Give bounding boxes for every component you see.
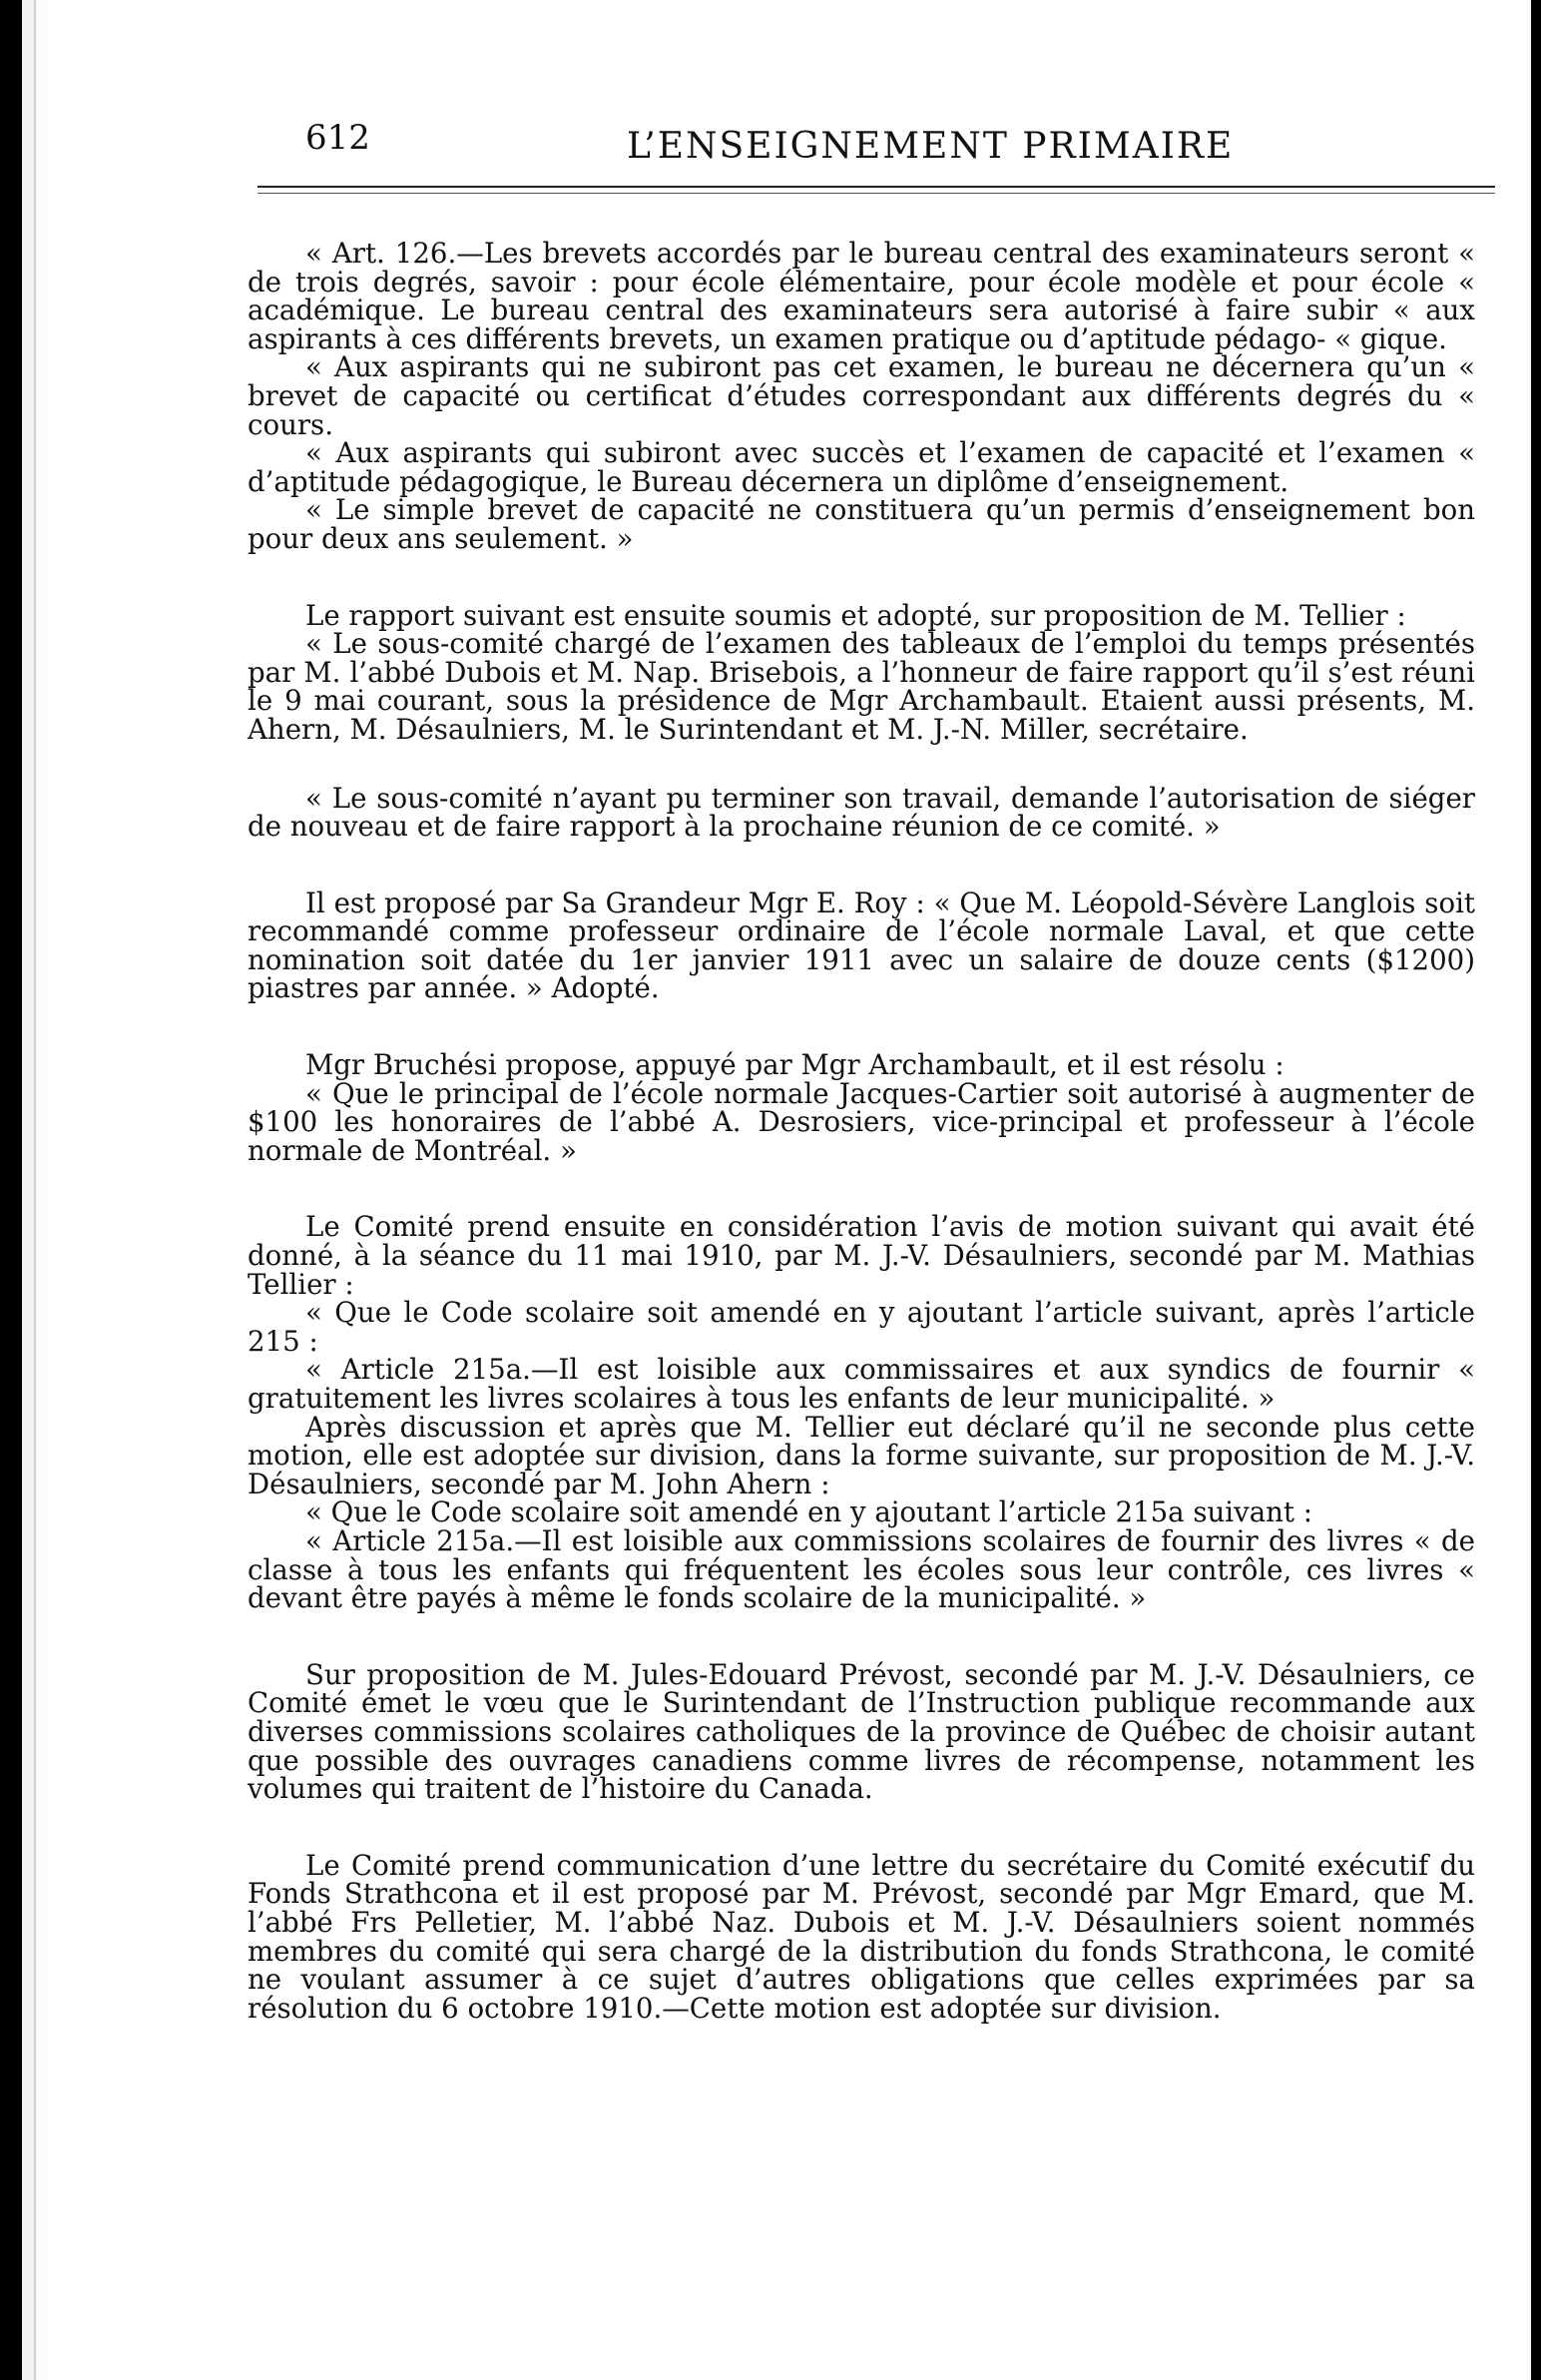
paragraph: Le Comité prend ensuite en considération l’avis de motion suivant qui avait été donné, à la séance du 11 mai 1910, par M. J.-V. Désaulniers, secondé par M. Mathias Tellier : — [248, 1210, 1475, 1301]
paragraph: « Art. 126.—Les brevets accordés par le bureau central des examinateurs seront « de trois degrés, savoir : pour école élémentaire, pour école modèle et pour école « académique. Le bureau central des examinateurs sera autorisé à faire subir « aux aspirants à ces différents brevets, un examen pratique ou d’aptitude pédago- « gique. — [248, 237, 1475, 355]
text-body — [248, 237, 1475, 2025]
paragraph: « Aux aspirants qui subiront avec succès et l’examen de capacité et l’examen « d’aptitude pédagogique, le Bureau décernera un diplôme d’enseignement. — [248, 436, 1475, 498]
paragraph: Mgr Bruchési propose, appuyé par Mgr Archambault, et il est résolu : — [305, 1048, 1284, 1082]
paragraph: « Que le Code scolaire soit amendé en y ajoutant l’article suivant, après l’article 215 : — [248, 1296, 1475, 1358]
paragraph: « Que le Code scolaire soit amendé en y ajoutant l’article 215a suivant : — [305, 1495, 1313, 1529]
paragraph: Il est proposé par Sa Grandeur Mgr E. Roy : « Que M. Léopold-Sévère Langlois soit recommandé comme professeur ordinaire de l’école normale Laval, et que cette nomination soit datée du 1er janvier 1911 avec un salaire de douze cents ($1200) piastres par année. » Adopté. — [248, 886, 1475, 1005]
paragraph: « Aux aspirants qui ne subiront pas cet examen, le bureau ne décernera qu’un « brevet de capacité ou certificat d’études correspondant aux différents degrés du « cours. — [248, 350, 1475, 441]
running-title: L’ENSEIGNEMENT PRIMAIRE — [627, 126, 1235, 167]
paragraph: « Le sous-comité n’ayant pu terminer son travail, demande l’autorisation de siéger de nouveau et de faire rapport à la prochaine réunion de ce comité. » — [248, 781, 1475, 844]
book-page — [48, 0, 1527, 2380]
paragraph: Le rapport suivant est ensuite soumis et adopté, sur proposition de M. Tellier : — [305, 598, 1406, 632]
header-rule — [257, 193, 1495, 194]
paragraph: « Article 215a.—Il est loisible aux commissaires et aux syndics de fournir « gratuitement les livres scolaires à tous les enfants de leur municipalité. » — [248, 1353, 1475, 1415]
page-header — [257, 112, 1495, 172]
paragraph: « Le simple brevet de capacité ne constituera qu’un permis d’enseignement bon pour deux ans seulement. » — [248, 493, 1475, 555]
paragraph: « Que le principal de l’école normale Jacques-Cartier soit autorisé à augmenter de $100 les honoraires de l’abbé A. Desrosiers, vice-principal et professeur à l’école normale de Montréal. » — [248, 1076, 1475, 1167]
page-number: 612 — [305, 118, 370, 158]
paragraph: Après discussion et après que M. Tellier eut déclaré qu’il ne seconde plus cette motion, elle est adoptée sur division, dans la forme suivante, sur proposition de M. J.-V. Désaulniers, secondé par M. John Ahern : — [248, 1410, 1475, 1500]
paragraph: « Article 215a.—Il est loisible aux commissions scolaires de fournir des livres « de classe à tous les enfants qui fréquentent les écoles sous leur contrôle, ces livres « devant être payés à même le fonds scolaire de la municipalité. » — [248, 1523, 1475, 1615]
paragraph: Le Comité prend communication d’une lettre du secrétaire du Comité exécutif du Fonds Strathcona et il est proposé par M. Prévost, secondé par Mgr Emard, que M. l’abbé Frs Pelletier, M. l’abbé Naz. Dubois et M. J.-V. Désaulniers soient nommés membres du comité qui sera chargé de la distribution du fonds Strathcona, le comité ne voulant assumer à ce sujet d’autres obligations que celles exprimées par sa résolution du 6 octobre 1910.—Cette motion est adoptée sur division. — [248, 1848, 1475, 2025]
header-rule — [257, 186, 1495, 188]
paragraph: Sur proposition de M. Jules-Edouard Prévost, secondé par M. J.-V. Désaulniers, ce Comité émet le vœu que le Surintendant de l’Instruction publique recommande aux diverses commissions scolaires catholiques de la province de Québec de choisir autant que possible des ouvrages canadiens comme livres de récompense, notamment les volumes qui traitent de l’histoire du Canada. — [248, 1657, 1475, 1806]
paragraph: « Le sous-comité chargé de l’examen des tableaux de l’emploi du temps présentés par M. l’abbé Dubois et M. Nap. Brisebois, a l’honneur de faire rapport qu’il s’est réuni le 9 mai courant, sous la présidence de Mgr Archambault. Etaient aussi présents, M. Ahern, M. Désaulniers, M. le Surintendant et M. J.-N. Miller, secrétaire. — [248, 627, 1475, 746]
